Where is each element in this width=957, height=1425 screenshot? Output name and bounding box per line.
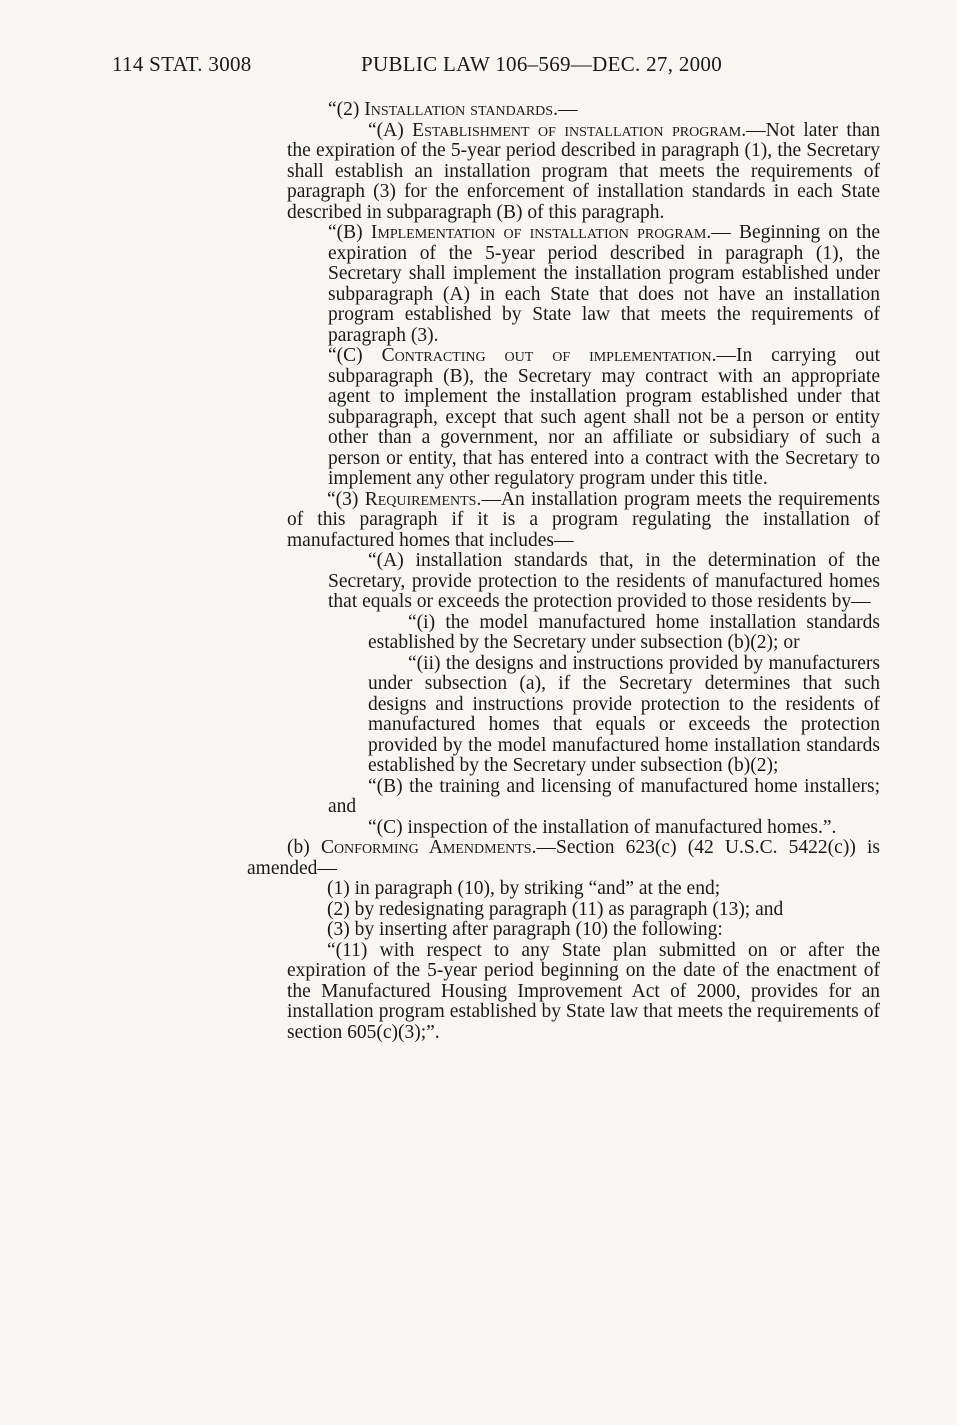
paragraph-2-heading: “(2) Installation standards.— — [328, 99, 578, 120]
requirement-c: “(C) inspection of the installation of manufactured homes.”. — [368, 816, 837, 838]
requirement-a-clause-i: “(i) the model manufactured home installation standards established by the Secretary under subsection (b)(2); or — [368, 611, 880, 653]
amendment-1: (1) in paragraph (10), by striking “and” at the end; — [327, 878, 721, 899]
subparagraph-c: “(C) Contracting out of implementation.—In carrying out subparagraph (B), the Secretary may contract with an appropriate agent to implement the installation program established under that subparagraph, except that such agent shall not be a person or entity other than a government, nor an affiliate or subsidiary of such a person or entity, that has entered into a contract with the Secretary to implement any other regulatory program under this title. — [328, 345, 880, 489]
statute-page-number: 114 STAT. 3008 — [112, 52, 252, 76]
subparagraph-b: “(B) Implementation of installation program.— Beginning on the expiration of the 5-year period described in paragraph (1), the Secretary shall implement the installation program established under subparagraph (A) in each State that does not have an installation program established by State law that meets the requirements of paragraph (3). — [328, 222, 880, 346]
paragraph-3-requirements: “(3) Requirements.—An installation program meets the requirements of this paragraph if it is a program regulating the installation of manufactured homes that includes— — [287, 488, 881, 551]
amendment-2: (2) by redesignating paragraph (11) as paragraph (13); and — [327, 898, 784, 920]
amendment-3: (3) by inserting after paragraph (10) the following: — [327, 919, 723, 940]
document-body — [0, 100, 957, 1043]
public-law-citation: PUBLIC LAW 106–569—DEC. 27, 2000 — [361, 52, 723, 76]
requirement-b: “(B) the training and licensing of manufactured home installers; and — [328, 775, 880, 817]
conforming-amendments: (b) Conforming Amendments.—Section 623(c) (42 U.S.C. 5422(c)) is amended— — [247, 837, 881, 879]
requirement-a: “(A) installation standards that, in the determination of the Secretary, provide protection to the residents of manufactured homes that equals or exceeds the protection provided to those residents by— — [328, 550, 880, 612]
requirement-a-clause-ii: “(ii) the designs and instructions provided by manufacturers under subsection (a), if the Secretary determines that such designs and instructions provide protection to the residents of manufactured homes that equals or exceeds the protection provided by the model manufactured home installation standards established by the Secretary under subsection (b)(2); — [368, 652, 880, 776]
inserted-paragraph-11: “(11) with respect to any State plan submitted on or after the expiration of the 5-year period beginning on the date of the enactment of the Manufactured Housing Improvement Act of 2000, provides for an installation program established by State law that meets the requirements of section 605(c)(3);”. — [287, 939, 880, 1043]
subparagraph-a: “(A) Establishment of installation program.—Not later than the expiration of the 5-year period described in paragraph (1), the Secretary shall establish an installation program that meets the requirements of paragraph (3) for the enforcement of installation standards in each State described in subparagraph (B) of this paragraph. — [287, 119, 880, 223]
